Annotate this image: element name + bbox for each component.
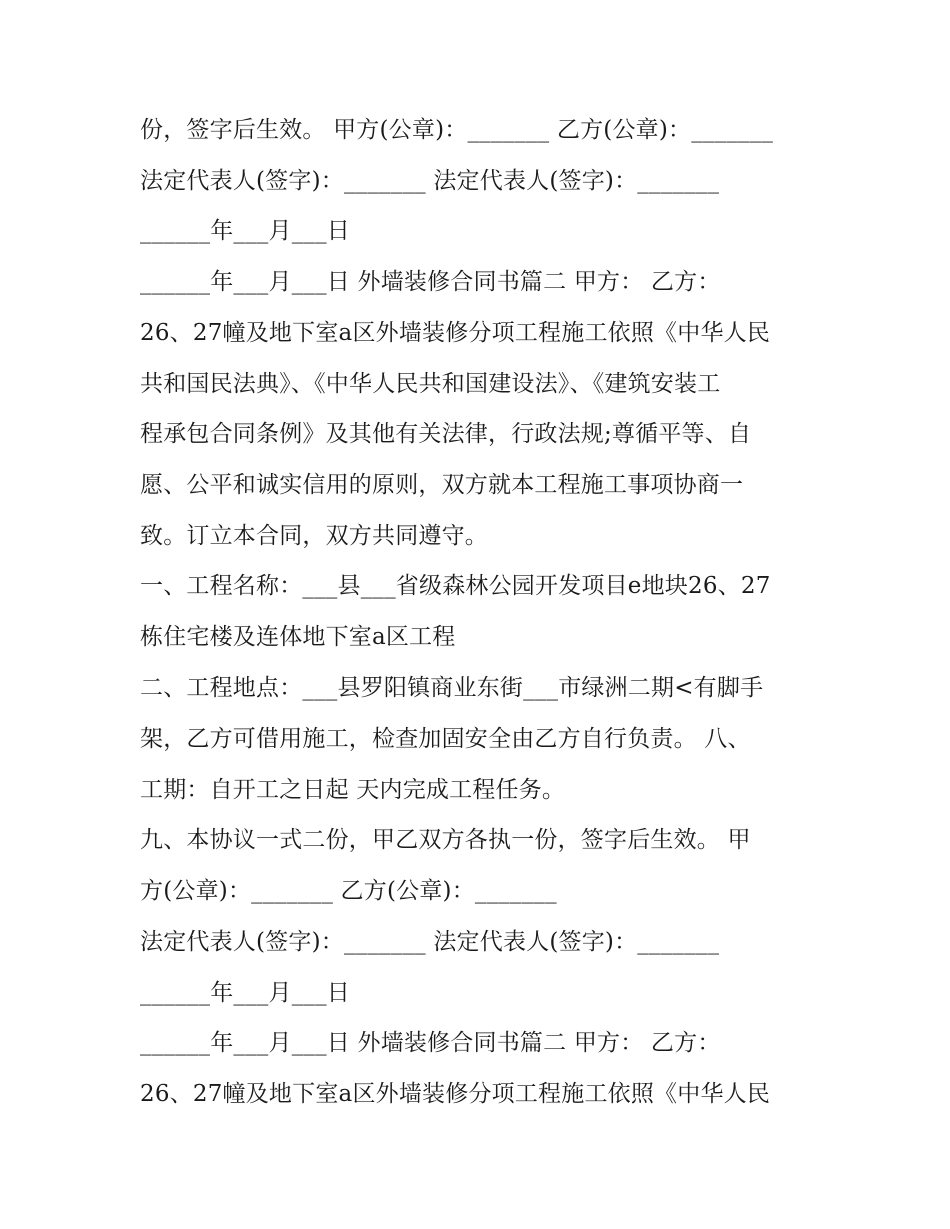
text-line: 26、27幢及地下室a区外墙装修分项工程施工依照《中华人民 <box>140 320 771 346</box>
text-line: 共和国民法典》、《中华人民共和国建设法》、《建筑安装工 <box>140 371 721 397</box>
text-line: ______年___月___日 <box>140 980 350 1006</box>
text-line: 愿、公平和诚实信用的原则，双方就本工程施工事项协商一 <box>140 472 744 498</box>
text-line: ______年___月___日 外墙装修合同书篇二 甲方： 乙方： <box>140 1030 721 1056</box>
text-line: ______年___月___日 <box>140 218 350 244</box>
text-line: 工期：自开工之日起 天内完成工程任务。 <box>140 777 566 803</box>
text-line: 法定代表人(签字)：_______ 法定代表人(签字)：_______ <box>140 168 720 194</box>
text-line: 二、工程地点：___县罗阳镇商业东街___市绿洲二期<有脚手 <box>140 675 764 701</box>
text-line: 致。订立本合同，双方共同遵守。 <box>140 523 488 549</box>
text-line: 26、27幢及地下室a区外墙装修分项工程施工依照《中华人民 <box>140 1081 771 1107</box>
text-line: 程承包合同条例》及其他有关法律，行政法规;尊循平等、自 <box>140 421 752 447</box>
text-line: 方(公章)：_______ 乙方(公章)：_______ <box>140 878 557 904</box>
text-line: 一、工程名称：___县___省级森林公园开发项目e地块26、27 <box>140 573 771 599</box>
text-line: 栋住宅楼及连体地下室a区工程 <box>140 624 456 650</box>
text-line: 法定代表人(签字)：_______ 法定代表人(签字)：_______ <box>140 929 720 955</box>
text-line: 架，乙方可借用施工，检查加固安全由乙方自行负责。 八、 <box>140 726 751 752</box>
text-line: 份，签字后生效。 甲方(公章)：_______ 乙方(公章)：_______ <box>140 117 774 143</box>
text-line: ______年___月___日 外墙装修合同书篇二 甲方： 乙方： <box>140 269 721 295</box>
text-line: 九、本协议一式二份，甲乙双方各执一份，签字后生效。 甲 <box>140 827 751 853</box>
